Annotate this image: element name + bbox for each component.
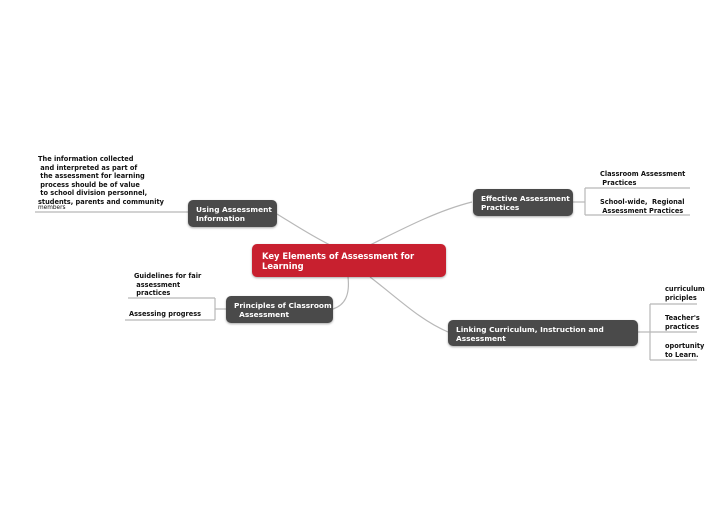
leaf-teachers-practices[interactable]: Teacher's practices [665,314,700,331]
branch-effective-assessment-practices[interactable]: Effective Assessment Practices [473,189,573,216]
connector-central-effective [370,202,472,245]
leaf-information-collected[interactable]: The information collected and interpreted as part of the assessment for learning process should be of value to school division personnel, students, parents and community [38,155,164,206]
central-topic[interactable]: Key Elements of Assessment for Learning [252,244,446,277]
connector-central-linking [370,277,448,332]
branch-principles-of-classroom-assessment[interactable]: Principles of Classroom Assessment [226,296,333,323]
leaf-school-wide-regional[interactable]: School-wide, Regional Assessment Practices [600,198,685,215]
leaf-members[interactable]: members [38,205,66,211]
leaf-curriculum-priciples[interactable]: curriculum priciples [665,285,705,302]
connector-central-principles [333,277,348,309]
leaf-assessing-progress[interactable]: Assessing progress [129,310,202,318]
branch-using-assessment-information[interactable]: Using Assessment Information [188,200,277,227]
connector-central-using [277,214,330,245]
leaf-classroom-assessment-practices[interactable]: Classroom Assessment Practices [600,170,686,187]
leaf-opportunity-to-learn[interactable]: oportunity to Learn. [665,342,705,359]
linking-leaves-clip [664,284,705,364]
branch-linking-curriculum[interactable]: Linking Curriculum, Instruction and Assessment [448,320,638,346]
leaf-guidelines-fair-assessment[interactable]: Guidelines for fair assessment practices [134,272,202,297]
